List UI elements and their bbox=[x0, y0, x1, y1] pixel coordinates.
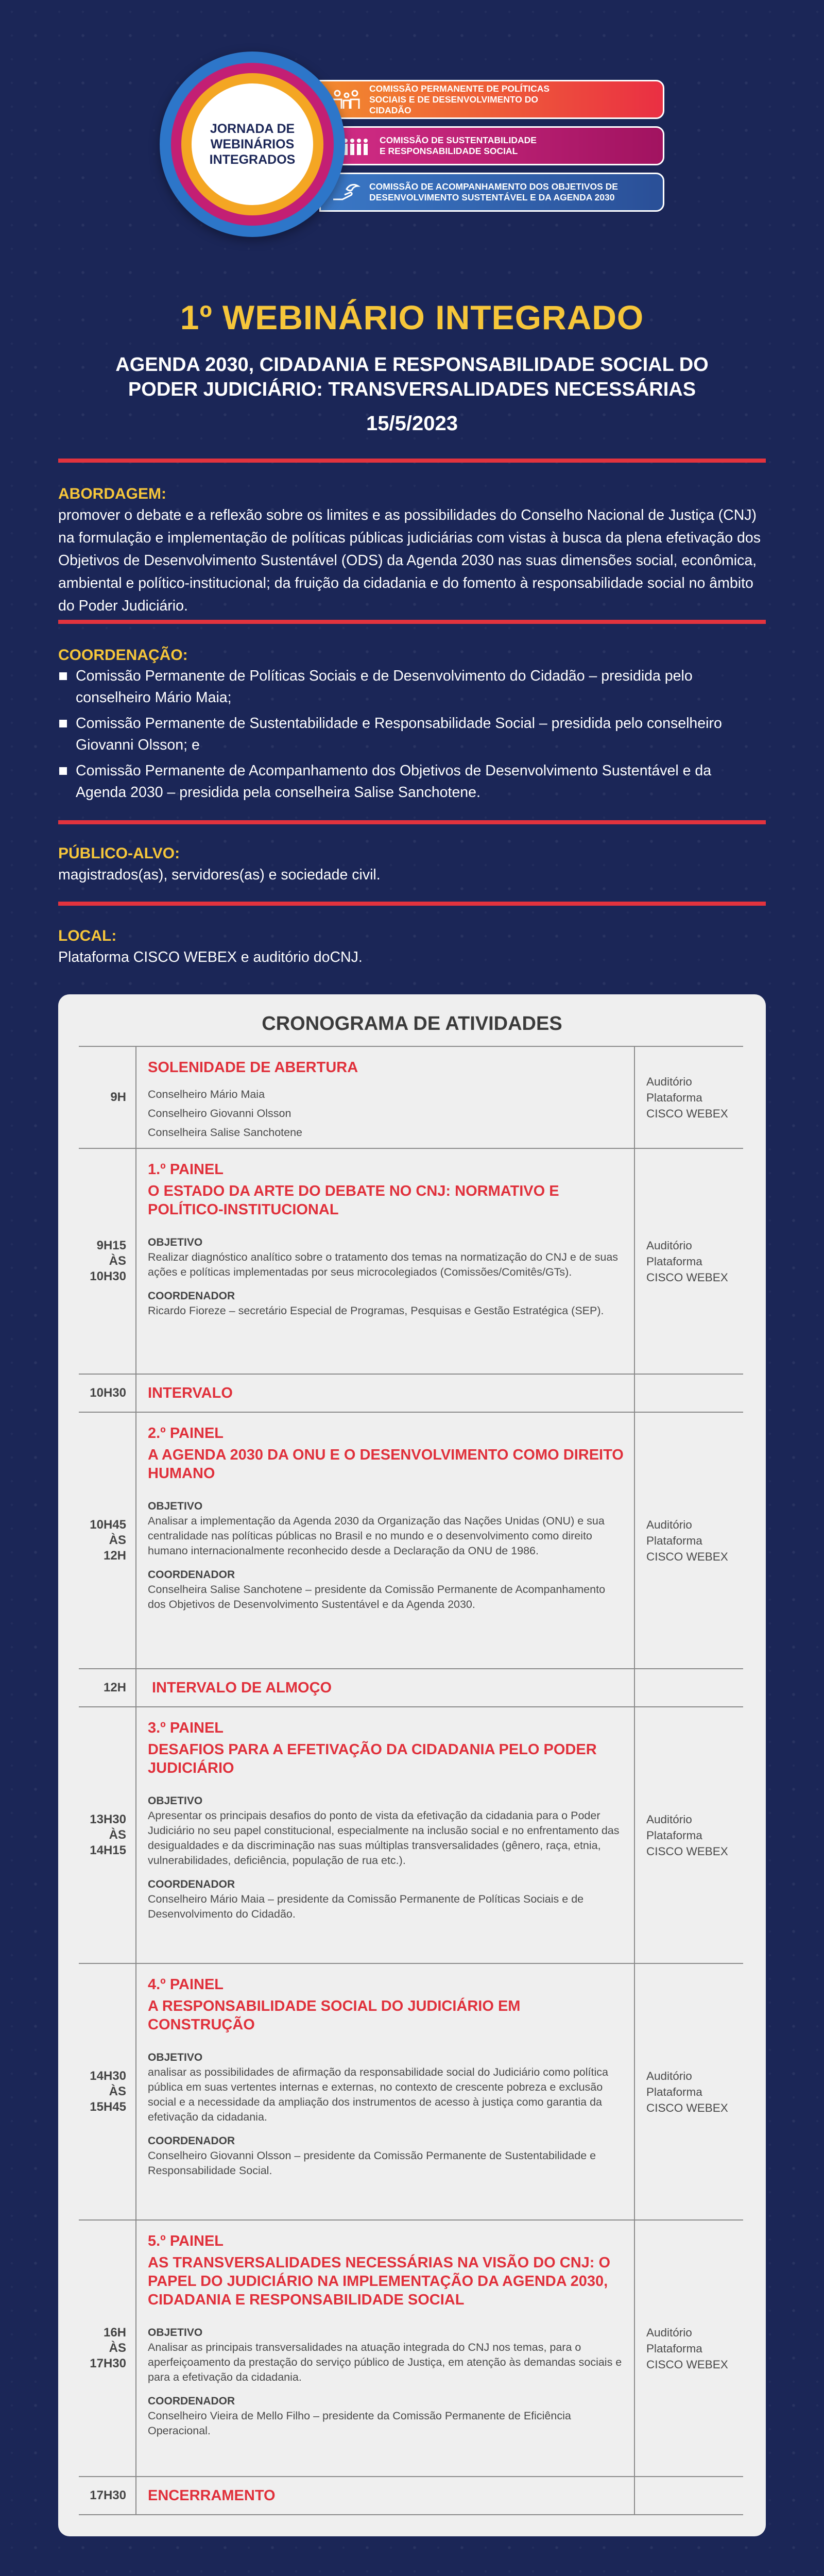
time-cell bbox=[79, 1964, 136, 2219]
abordagem-label: ABORDAGEM: bbox=[58, 485, 166, 502]
schedule-row bbox=[79, 1964, 743, 2221]
logo-center bbox=[192, 83, 313, 205]
coordenador-text: Conselheiro Mário Maia – presidente da Comissão Permanente de Políticas Sociais e de Desenvolvimento do Cidadão. bbox=[148, 1893, 584, 1920]
place-line: Auditório bbox=[646, 1239, 692, 1252]
coordenador-text: Conselheiro Giovanni Olsson – presidente da Comissão Permanente de Sustentabilidade e Responsabilidade Social. bbox=[148, 2149, 596, 2177]
place-line: CISCO WEBEX bbox=[646, 1550, 728, 1563]
panel-number: 3.º PAINEL bbox=[148, 1720, 224, 1736]
time-text: 16H bbox=[103, 2326, 126, 2340]
place-line: Plataforma bbox=[646, 1255, 702, 1268]
logo-center-line: INTEGRADOS bbox=[209, 152, 296, 167]
time-text: 10H45 bbox=[90, 1518, 126, 1532]
time-text: 12H bbox=[103, 1681, 126, 1694]
time-text: 17H30 bbox=[90, 2357, 126, 2370]
time-text: ÀS bbox=[109, 1533, 126, 1547]
speaker-list bbox=[148, 1085, 624, 1142]
objetivo-label: OBJETIVO bbox=[148, 2327, 203, 2338]
activity-heading: SOLENIDADE DE ABERTURA bbox=[148, 1059, 358, 1076]
place-line: Auditório bbox=[646, 2069, 692, 2082]
panel-number: 4.º PAINEL bbox=[148, 1976, 224, 1993]
place-line: Plataforma bbox=[646, 1091, 702, 1104]
place-line: CISCO WEBEX bbox=[646, 2101, 728, 2114]
objetivo-label: OBJETIVO bbox=[148, 1795, 203, 1807]
place-cell bbox=[635, 2477, 743, 2514]
place-line: Plataforma bbox=[646, 1828, 702, 1842]
schedule-row bbox=[79, 1047, 743, 1149]
list-item: Comissão Permanente de Acompanhamento dos Objetivos de Desenvolvimento Sustentável e da Agenda 2030 – presidida pela conselheira Salise Sanchotene. bbox=[58, 760, 764, 803]
activity-heading: INTERVALO DE ALMOÇO bbox=[152, 1680, 332, 1696]
activity-heading: ENCERRAMENTO bbox=[148, 2487, 276, 2504]
time-cell bbox=[79, 1413, 136, 1668]
place-line: CISCO WEBEX bbox=[646, 1270, 728, 1284]
schedule-row bbox=[79, 1375, 743, 1413]
place-cell bbox=[635, 1047, 743, 1148]
cnj-logo bbox=[341, 2572, 495, 2576]
time-text: ÀS bbox=[109, 1254, 126, 1268]
activity-cell bbox=[136, 1047, 635, 1148]
activity-cell bbox=[136, 1669, 635, 1706]
band-text: COMISSÃO DE SUSTENTABILIDADE E RESPONSABILIDADE SOCIAL bbox=[380, 135, 537, 156]
schedule-card bbox=[58, 994, 766, 2536]
activity-cell bbox=[136, 2221, 635, 2476]
time-text: 10H30 bbox=[90, 1386, 126, 1400]
objetivo-text: Apresentar os principais desafios do ponto de vista da efetivação da cidadania para o Poder Judiciário no seu papel constitucional, especialmente na inclusão social e no enfrentamento das desigualdades e da discriminação nas suas múltiplas transversalidades (gênero, raça, etnia, vulnerabilidades, deficiência, população de rua etc.). bbox=[148, 1809, 620, 1867]
place-line: Plataforma bbox=[646, 1534, 702, 1547]
divider bbox=[58, 820, 766, 824]
objetivo-text: Realizar diagnóstico analítico sobre o tratamento dos temas na normatização do CNJ e de suas ações e políticas implementadas por seus microcolegiados (Comissões/Comitês/GTs). bbox=[148, 1251, 619, 1278]
place-line: Auditório bbox=[646, 2326, 692, 2339]
place-line: CISCO WEBEX bbox=[646, 2358, 728, 2371]
band-sustentabilidade bbox=[330, 126, 664, 165]
schedule-row bbox=[79, 1149, 743, 1375]
band-text: COMISSÃO PERMANENTE DE POLÍTICAS SOCIAIS E DE DESENVOLVIMENTO DO CIDADÃO bbox=[369, 83, 550, 115]
place-cell bbox=[635, 1149, 743, 1374]
people-group-icon bbox=[340, 134, 372, 157]
publico-label: PÚBLICO-ALVO: bbox=[58, 845, 180, 862]
activity-cell bbox=[136, 1149, 635, 1374]
band-text: COMISSÃO DE ACOMPANHAMENTO DOS OBJETIVOS DE DESENVOLVIMENTO SUSTENTÁVEL E DA AGENDA 2030 bbox=[369, 181, 618, 202]
activity-heading: AS TRANSVERSALIDADES NECESSÁRIAS NA VISÃO DO CNJ: O PAPEL DO JUDICIÁRIO NA IMPLEMENTAÇÃO DA AGENDA 2030, CIDADANIA E RESPONSABILIDADE SOCIAL bbox=[148, 2255, 611, 2308]
coordenador-label: COORDENADOR bbox=[148, 2135, 235, 2147]
panel-number: 2.º PAINEL bbox=[148, 1425, 224, 1442]
place-line: Auditório bbox=[646, 1812, 692, 1826]
logo-center-line: WEBINÁRIOS bbox=[210, 137, 295, 151]
list-item: Comissão Permanente de Políticas Sociais e de Desenvolvimento do Cidadão – presidida pelo conselheiro Mário Maia; bbox=[58, 665, 764, 708]
list-item: Comissão Permanente de Sustentabilidade e Responsabilidade Social – presidida pelo conselheiro Giovanni Olsson; e bbox=[58, 713, 764, 756]
objetivo-text: analisar as possibilidades de afirmação da responsabilidade social do Judiciário como política pública em suas vertentes internas e externas, no contexto de crescente pobreza e exclusão social e a necessidade da ampliação dos instrumentos de acesso à justiça como garantia da efetivação da cidadania. bbox=[148, 2066, 608, 2123]
subtitle-line: PODER JUDICIÁRIO: TRANSVERSALIDADES NECESSÁRIAS bbox=[128, 379, 696, 400]
place-line: CISCO WEBEX bbox=[646, 1844, 728, 1858]
schedule-row bbox=[79, 2221, 743, 2477]
time-text: 15H45 bbox=[90, 2100, 126, 2114]
schedule-row bbox=[79, 1669, 743, 1707]
local-label: LOCAL: bbox=[58, 927, 117, 944]
activity-cell bbox=[136, 2477, 635, 2514]
objetivo-text: Analisar a implementação da Agenda 2030 da Organização das Nações Unidas (ONU) e sua centralidade nas políticas públicas no Brasil e no mundo e o desenvolvimento como direito humano internacionalmente reconhecido desde a Declaração da ONU de 1986. bbox=[148, 1515, 605, 1557]
place-line: CISCO WEBEX bbox=[646, 1107, 728, 1120]
place-cell bbox=[635, 1964, 743, 2219]
activity-heading: O ESTADO DA ARTE DO DEBATE NO CNJ: NORMATIVO E POLÍTICO-INSTITUCIONAL bbox=[148, 1183, 559, 1218]
place-cell bbox=[635, 2221, 743, 2476]
local-text: Plataforma CISCO WEBEX e auditório doCNJ. bbox=[58, 949, 363, 965]
event-title: 1º WEBINÁRIO INTEGRADO bbox=[180, 298, 644, 336]
place-line: Auditório bbox=[646, 1518, 692, 1531]
panel-number: 1.º PAINEL bbox=[148, 1161, 224, 1178]
divider bbox=[58, 902, 766, 906]
coordenacao-list bbox=[58, 665, 764, 807]
divider bbox=[58, 620, 766, 624]
speaker-name: Conselheiro Giovanni Olsson bbox=[148, 1107, 291, 1120]
panel-number: 5.º PAINEL bbox=[148, 2233, 224, 2249]
time-text: ÀS bbox=[109, 2084, 126, 2098]
time-cell bbox=[79, 1047, 136, 1148]
event-subtitle bbox=[0, 352, 824, 402]
time-text: 13H30 bbox=[90, 1812, 126, 1826]
time-cell bbox=[79, 1149, 136, 1374]
place-line: Plataforma bbox=[646, 2342, 702, 2355]
time-cell bbox=[79, 1669, 136, 1706]
time-text: 12H bbox=[103, 1549, 126, 1563]
activity-cell bbox=[136, 1964, 635, 2219]
place-cell bbox=[635, 1669, 743, 1706]
speaker-name: Conselheira Salise Sanchotene bbox=[148, 1126, 303, 1139]
coordenador-label: COORDENADOR bbox=[148, 2395, 235, 2407]
time-cell bbox=[79, 2477, 136, 2514]
place-line: Plataforma bbox=[646, 2085, 702, 2098]
abordagem-text: promover o debate e a reflexão sobre os limites e as possibilidades do Conselho Nacional de Justiça (CNJ) na formulação e implementação de políticas públicas judiciárias com vistas à busca da plena efetivação dos Objetivos de Desenvolvimento Sustentável (ODS) da Agenda 2030 nas suas dimensões social, econômica, ambiental e político-institucional; da fruição da cidadania e do fomento à responsabilidade social no âmbito do Poder Judiciário. bbox=[58, 507, 761, 614]
coordenador-label: COORDENADOR bbox=[148, 1290, 235, 1302]
time-text: ÀS bbox=[109, 1828, 126, 1842]
coordenador-label: COORDENADOR bbox=[148, 1569, 235, 1581]
time-text: 17H30 bbox=[90, 2488, 126, 2502]
time-text: ÀS bbox=[109, 2341, 126, 2355]
activity-heading: INTERVALO bbox=[148, 1385, 233, 1401]
schedule-row bbox=[79, 1413, 743, 1669]
schedule-row bbox=[79, 2477, 743, 2515]
logo-center-line: JORNADA DE bbox=[210, 122, 295, 136]
divider bbox=[58, 459, 766, 463]
objetivo-text: Analisar as principais transversalidades na atuação integrada do CNJ nos temas, para o aperfeiçoamento da prestação do serviço público de Justiça, em atenção às demandas sociais e para a efetivação da cidadania. bbox=[148, 2341, 622, 2383]
coordenacao-label: COORDENAÇÃO: bbox=[58, 647, 188, 664]
subtitle-line: AGENDA 2030, CIDADANIA E RESPONSABILIDADE SOCIAL DO bbox=[115, 354, 709, 376]
objetivo-label: OBJETIVO bbox=[148, 2052, 203, 2063]
activity-heading: A RESPONSABILIDADE SOCIAL DO JUDICIÁRIO EM CONSTRUÇÃO bbox=[148, 1998, 521, 2033]
objetivo-label: OBJETIVO bbox=[148, 1500, 203, 1512]
time-cell bbox=[79, 2221, 136, 2476]
coordenador-text: Ricardo Fioreze – secretário Especial de Programas, Pesquisas e Gestão Estratégica (SEP). bbox=[148, 1304, 604, 1317]
speaker-name: Conselheiro Mário Maia bbox=[148, 1088, 265, 1100]
schedule-title: CRONOGRAMA DE ATIVIDADES bbox=[262, 1013, 562, 1035]
activity-cell bbox=[136, 1375, 635, 1412]
event-date: 15/5/2023 bbox=[366, 412, 458, 435]
time-text: 9H15 bbox=[96, 1239, 126, 1252]
place-cell bbox=[635, 1375, 743, 1412]
place-cell bbox=[635, 1707, 743, 1963]
event-logo bbox=[160, 52, 664, 237]
band-politicas-sociais bbox=[319, 80, 664, 119]
activity-cell bbox=[136, 1413, 635, 1668]
place-line: Auditório bbox=[646, 1075, 692, 1088]
activity-cell bbox=[136, 1707, 635, 1963]
time-text: 14H30 bbox=[90, 2069, 126, 2083]
coordenador-text: Conselheira Salise Sanchotene – presidente da Comissão Permanente de Acompanhamento dos Objetivos de Desenvolvimento Sustentável e da Agenda 2030. bbox=[148, 1583, 606, 1611]
activity-heading: DESAFIOS PARA A EFETIVAÇÃO DA CIDADANIA PELO PODER JUDICIÁRIO bbox=[148, 1741, 597, 1776]
time-text: 10H30 bbox=[90, 1269, 126, 1283]
coordenador-label: COORDENADOR bbox=[148, 1878, 235, 1890]
band-ods-agenda-2030 bbox=[319, 173, 664, 212]
schedule-row bbox=[79, 1707, 743, 1964]
time-text: 14H15 bbox=[90, 1843, 126, 1857]
coordenador-text: Conselheiro Vieira de Mello Filho – presidente da Comissão Permanente de Eficiência Operacional. bbox=[148, 2410, 571, 2437]
activity-heading: A AGENDA 2030 DA ONU E O DESENVOLVIMENTO COMO DIREITO HUMANO bbox=[148, 1447, 624, 1482]
schedule-table bbox=[79, 1046, 743, 2515]
place-cell bbox=[635, 1413, 743, 1668]
time-cell bbox=[79, 1375, 136, 1412]
time-text: 9H bbox=[110, 1090, 126, 1104]
objetivo-label: OBJETIVO bbox=[148, 1236, 203, 1248]
time-cell bbox=[79, 1707, 136, 1963]
publico-text: magistrados(as), servidores(as) e sociedade civil. bbox=[58, 867, 381, 883]
